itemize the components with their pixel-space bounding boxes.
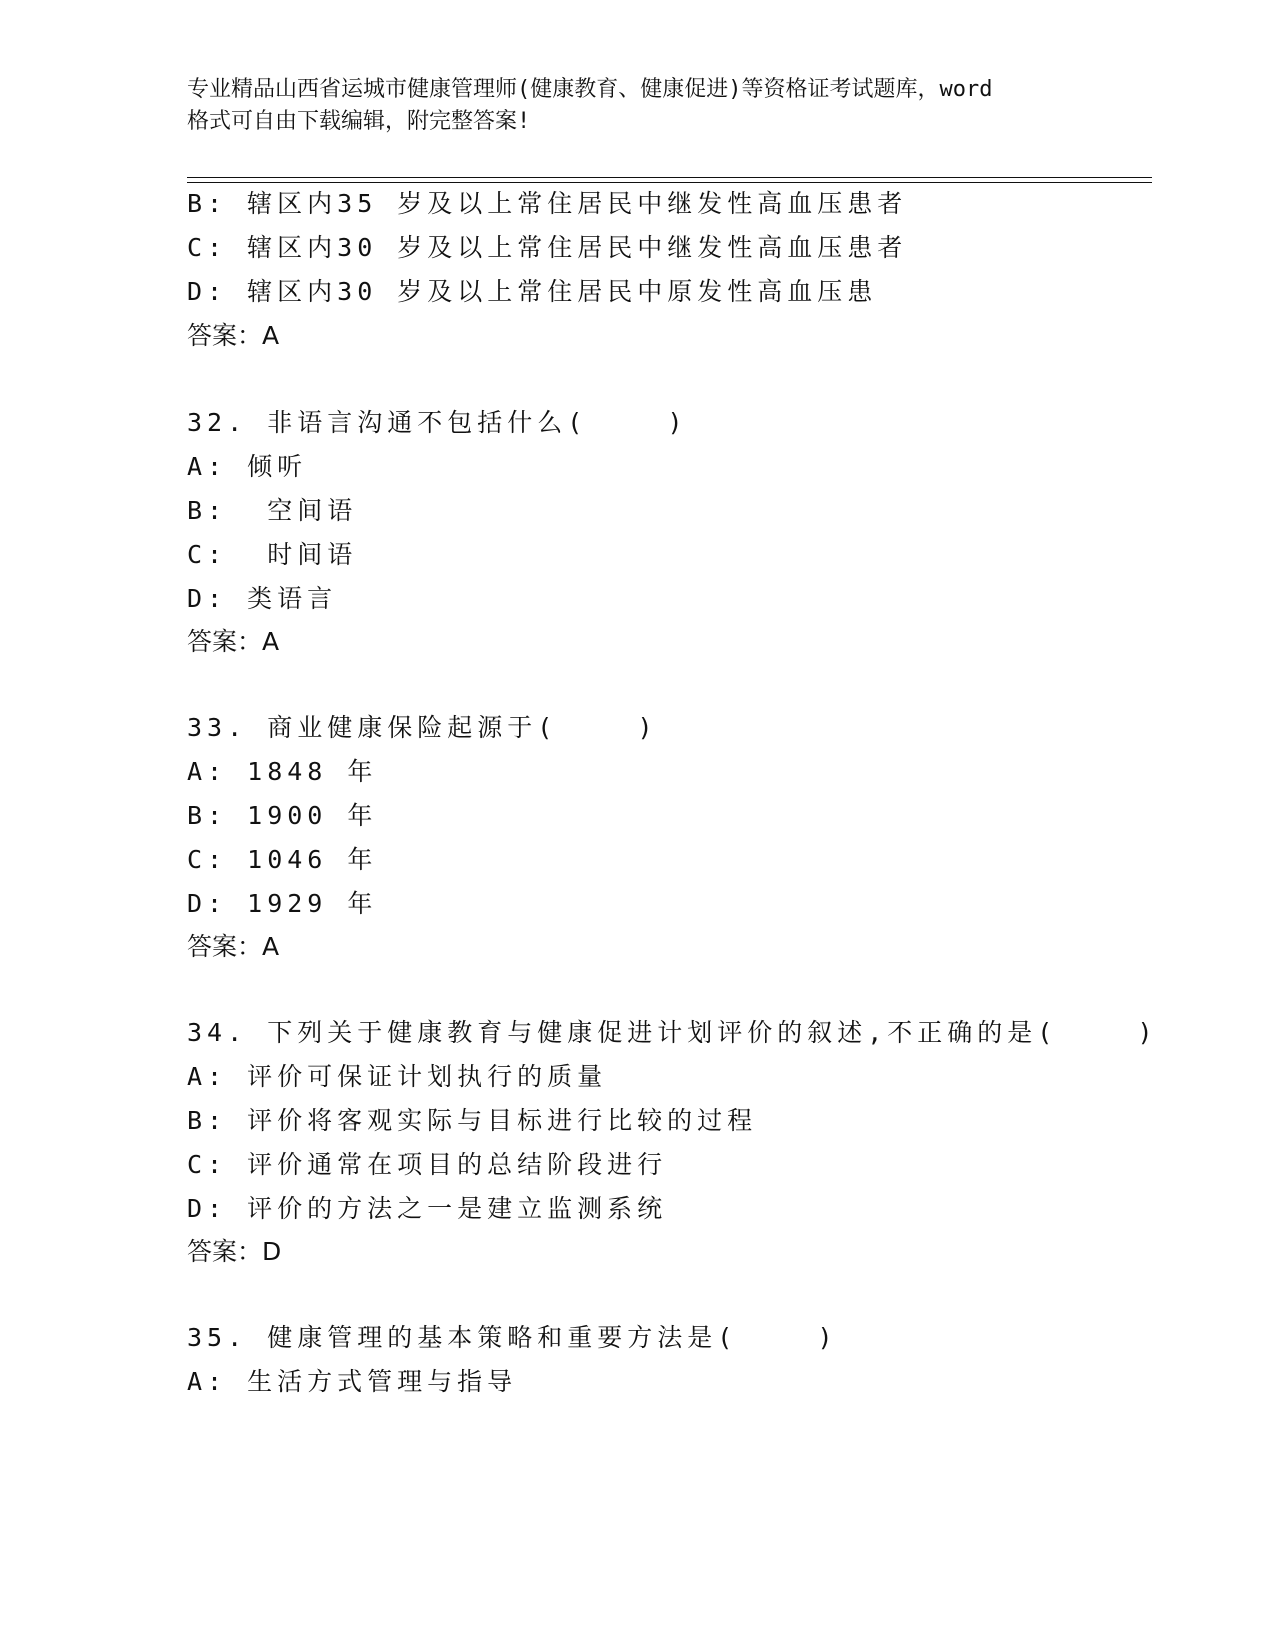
q31-option-b: B: 辖区内35 岁及以上常住居民中继发性高血压患者: [187, 189, 908, 218]
header-line-2: 格式可自由下载编辑，附完整答案!: [187, 109, 531, 134]
q34-stem: 34. 下列关于健康教育与健康促进计划评价的叙述,不正确的是( ): [187, 1018, 1158, 1047]
q34-option-b: B: 评价将客观实际与目标进行比较的过程: [187, 1106, 758, 1135]
header-divider-top: [187, 177, 1152, 178]
q32-option-b: B: 空间语: [187, 496, 358, 525]
q33-option-a: A: 1848 年: [187, 757, 378, 786]
q34-option-d: D: 评价的方法之一是建立监测系统: [187, 1194, 668, 1223]
q31-option-c: C: 辖区内30 岁及以上常住居民中继发性高血压患者: [187, 233, 908, 262]
q35-stem: 35. 健康管理的基本策略和重要方法是( ): [187, 1323, 838, 1352]
q31-answer: 答案：A: [187, 321, 280, 350]
q31-option-d: D: 辖区内30 岁及以上常住居民中原发性高血压患: [187, 277, 878, 306]
document-header: [187, 74, 1087, 138]
q33-option-c: C: 1046 年: [187, 845, 378, 874]
q34-answer: 答案：D: [187, 1237, 282, 1266]
q33-option-b: B: 1900 年: [187, 801, 378, 830]
q32-option-a: A: 倾听: [187, 452, 308, 481]
q32-option-d: D: 类语言: [187, 584, 338, 613]
q35-option-a: A: 生活方式管理与指导: [187, 1367, 518, 1396]
header-divider-bottom: [187, 182, 1152, 183]
q32-answer: 答案：A: [187, 627, 280, 656]
q33-option-d: D: 1929 年: [187, 889, 378, 918]
q32-option-c: C: 时间语: [187, 540, 358, 569]
q34-option-a: A: 评价可保证计划执行的质量: [187, 1062, 608, 1091]
header-line-1: 专业精品山西省运城市健康管理师(健康教育、健康促进)等资格证考试题库，word: [187, 77, 993, 102]
q32-stem: 32. 非语言沟通不包括什么( ): [187, 408, 688, 437]
q33-answer: 答案：A: [187, 932, 280, 961]
q33-stem: 33. 商业健康保险起源于( ): [187, 713, 658, 742]
q34-option-c: C: 评价通常在项目的总结阶段进行: [187, 1150, 668, 1179]
